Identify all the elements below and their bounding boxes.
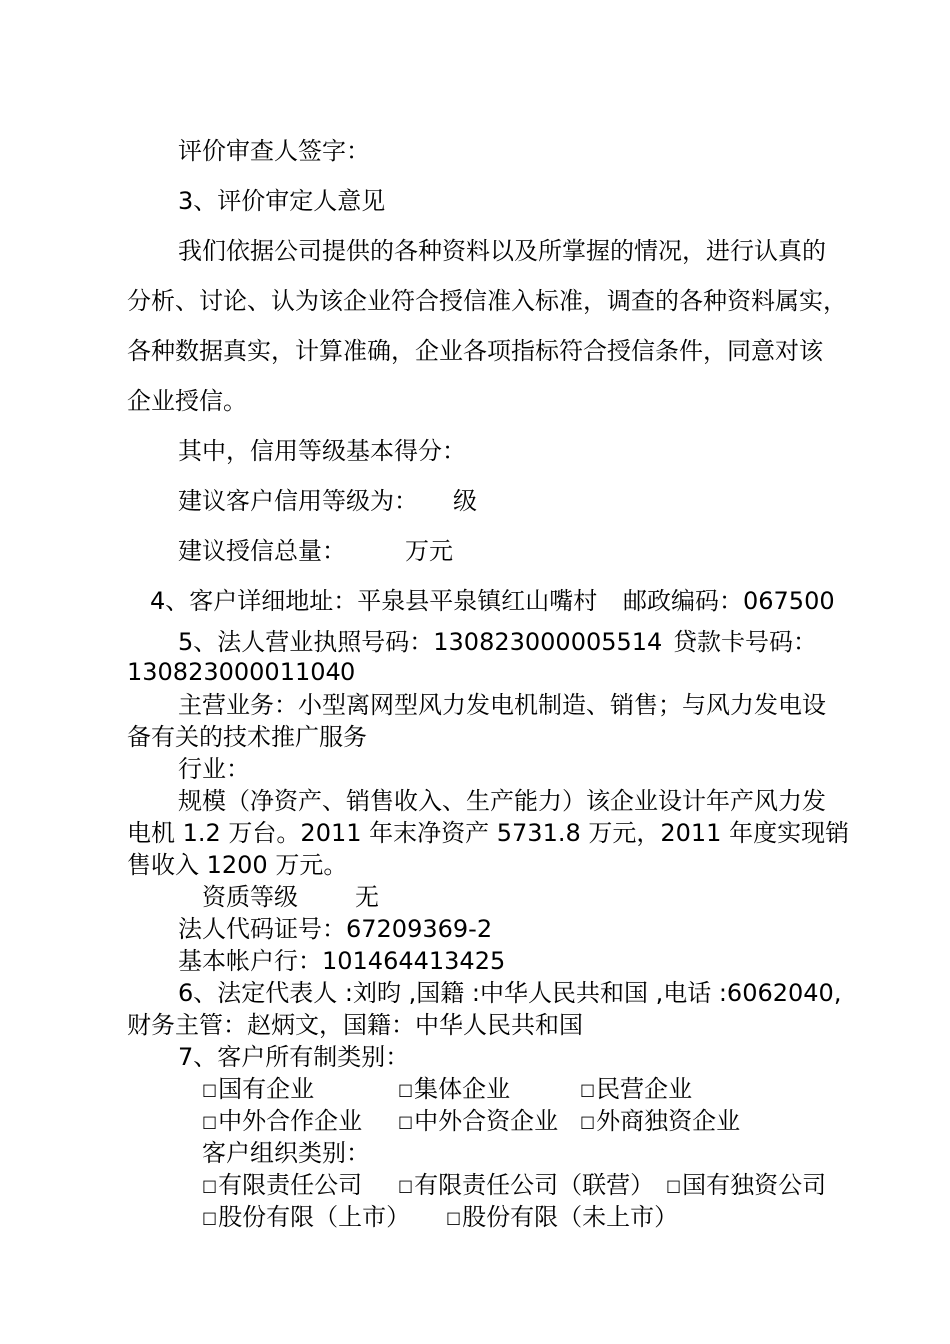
credit-total-unit: 万元 <box>405 537 453 565</box>
section3-title: 3、评价审定人意见 <box>178 187 386 215</box>
ownership-option-private[interactable]: □ 民营企业 <box>580 1074 692 1105</box>
credit-grade-label: 建议客户信用等级为： <box>178 487 418 515</box>
scale-line-1: 规模（净资产、销售收入、生产能力）该企业设计年产风力发 <box>178 787 826 815</box>
ownership-option-collective[interactable]: □ 集体企业 <box>398 1074 510 1105</box>
org-option-listed[interactable]: □ 股份有限（上市） <box>202 1202 410 1233</box>
ownership-option-state-owned[interactable]: □ 国有企业 <box>202 1074 314 1105</box>
loan-card-label: 贷款卡号码： <box>673 628 817 656</box>
scale-line-3: 售收入 1200 万元。 <box>127 851 348 879</box>
credit-total-label: 建议授信总量： <box>178 537 346 565</box>
ownership-label: 7、客户所有制类别： <box>178 1043 410 1071</box>
opinion-line-4: 企业授信。 <box>127 387 247 415</box>
representative-line: 6、法定代表人 :刘昀 ,国籍 :中华人民共和国 ,电话 :6062040, <box>178 979 842 1007</box>
qualification-label: 资质等级 <box>202 883 298 911</box>
address-line: 4、客户详细地址：平泉县平泉镇红山嘴村 <box>150 587 598 615</box>
org-label: 客户组织类别： <box>202 1139 370 1167</box>
opinion-line-3: 各种数据真实，计算准确，企业各项指标符合授信条件，同意对该 <box>127 337 823 365</box>
opinion-line-1: 我们依据公司提供的各种资料以及所掌握的情况，进行认真的 <box>178 237 826 265</box>
loan-card-number: 13082300001104 <box>127 658 341 686</box>
bank-account-line: 基本帐户行：101464413425 <box>178 947 506 975</box>
credit-grade-unit: 级 <box>453 487 477 515</box>
loan-card-last-digit: 0 <box>340 658 356 686</box>
business-line-2: 备有关的技术推广服务 <box>127 723 367 751</box>
legal-code-line: 法人代码证号：67209369-2 <box>178 915 493 943</box>
business-line-1: 主营业务：小型离网型风力发电机制造、销售；与风力发电设 <box>178 691 826 719</box>
org-option-unlisted[interactable]: □ 股份有限（未上市） <box>446 1202 678 1233</box>
org-option-state-sole[interactable]: □ 国有独资公司 <box>666 1170 826 1201</box>
finance-manager-line: 财务主管：赵炳文，国籍：中华人民共和国 <box>127 1011 583 1039</box>
qualification-value: 无 <box>355 883 379 911</box>
postal-line: 邮政编码：067500 <box>623 587 835 615</box>
ownership-option-joint-venture[interactable]: □ 中外合资企业 <box>398 1106 558 1137</box>
ownership-option-cooperative[interactable]: □ 中外合作企业 <box>202 1106 362 1137</box>
credit-score-label: 其中，信用等级基本得分： <box>178 437 466 465</box>
opinion-line-2: 分析、讨论、认为该企业符合授信准入标准，调查的各种资料属实， <box>127 287 847 315</box>
org-option-llc-joint[interactable]: □ 有限责任公司（联营） <box>398 1170 654 1201</box>
industry-label: 行业： <box>178 755 250 783</box>
scale-line-2: 电机 1.2 万台。2011 年末净资产 5731.8 万元，2011 年度实现销 <box>127 819 850 847</box>
org-option-llc[interactable]: □ 有限责任公司 <box>202 1170 362 1201</box>
reviewer-signature-label: 评价审查人签字： <box>178 137 370 165</box>
ownership-option-foreign-owned[interactable]: □ 外商独资企业 <box>580 1106 740 1137</box>
license-line: 5、法人营业执照号码：130823000005514 <box>178 628 663 656</box>
